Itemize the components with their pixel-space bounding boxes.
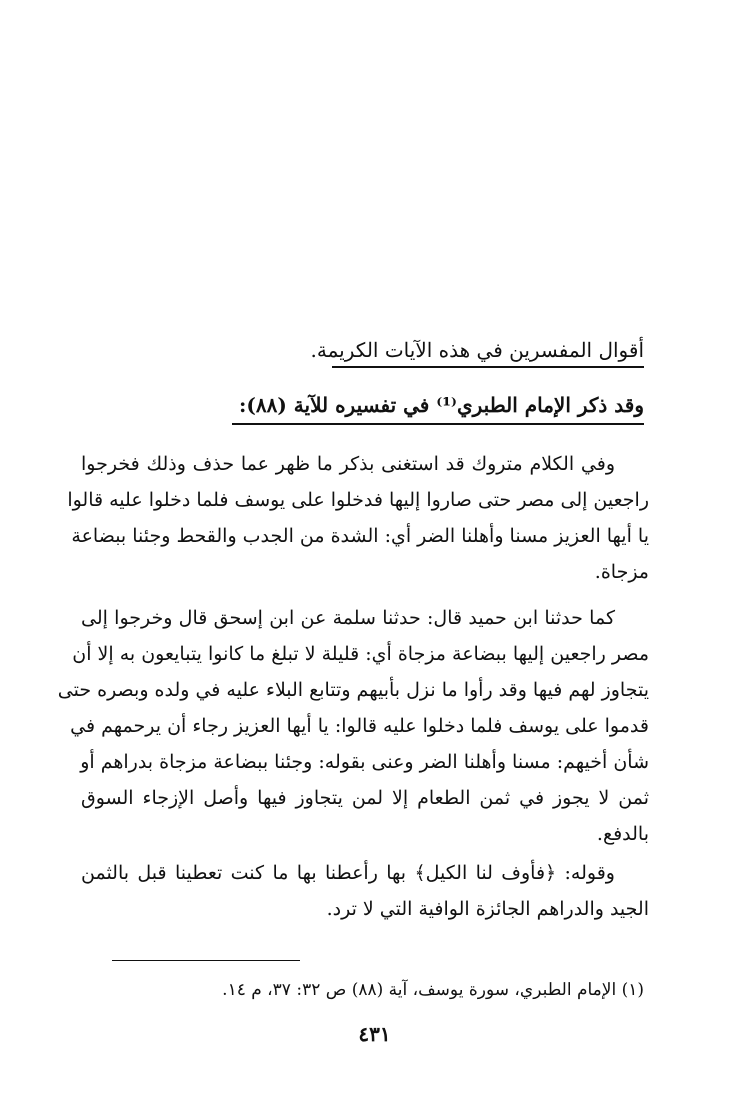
section-heading: أقوال المفسرين في هذه الآيات الكريمة. bbox=[310, 338, 644, 362]
paragraph-line: وقوله: ﴿فأوف لنا الكيل﴾ بها رأعطنا بها ما كنت تعطينا قبل بالثمن bbox=[81, 862, 615, 884]
paragraph-line: كما حدثنا ابن حميد قال: حدثنا سلمة عن ابن إسحق قال وخرجوا إلى bbox=[81, 607, 615, 629]
paragraph-line: راجعين إلى مصر حتى صاروا إليها فدخلوا على يوسف فلما دخلوا عليه قالوا bbox=[67, 489, 649, 511]
paragraph-line: بالدفع. bbox=[596, 823, 649, 845]
paragraph-2 bbox=[57, 600, 649, 852]
paragraph-1 bbox=[67, 446, 649, 590]
paragraph-line: شأن أخيهم: مسنا وأهلنا الضر وعنى بقوله: وجئنا ببضاعة مزجاة بدراهم أو bbox=[80, 751, 649, 773]
paragraph-line: وفي الكلام متروك قد استغنى بذكر ما ظهر عما حذف وذلك فخرجوا bbox=[81, 453, 615, 475]
paragraph-line: يتجاوز لهم فيها وقد رأوا ما نزل بأبيهم وتتابع البلاء عليه في ولده وبصره حتى bbox=[57, 679, 649, 701]
paragraph-line: الجيد والدراهم الجائزة الوافية التي لا ترد. bbox=[326, 898, 649, 920]
paragraph-line: مزجاة. bbox=[594, 561, 649, 583]
page-number: ٤٣١ bbox=[358, 1022, 391, 1046]
paragraph-line: قدموا على يوسف فلما دخلوا عليه قالوا: يا أيها العزيز رجاء أن يرحمهم في bbox=[70, 715, 649, 737]
paragraph-line: مصر راجعين إليها ببضاعة مزجاة أي: قليلة لا تبلغ ما كانوا يتبايعون به إلا أن bbox=[72, 643, 649, 665]
subheading-underline bbox=[232, 423, 644, 425]
paragraph-line: يا أيها العزيز مسنا وأهلنا الضر أي: الشدة من الجدب والقحط وجئنا ببضاعة bbox=[71, 525, 649, 547]
footnote: (١) الإمام الطبري، سورة يوسف، آية (٨٨) ص ٣٢: ٣٧، م ١٤. bbox=[222, 980, 644, 1000]
footnote-separator bbox=[112, 960, 300, 961]
heading-underline bbox=[332, 366, 644, 368]
paragraph-3 bbox=[81, 855, 649, 927]
subsection-heading: وقد ذكر الإمام الطبري⁽¹⁾ في تفسيره للآية (٨٨): bbox=[239, 393, 644, 417]
paragraph-line: ثمن لا يجوز في ثمن الطعام إلا لمن يتجاوز فيها وأصل الإزجاء السوق bbox=[81, 787, 649, 809]
